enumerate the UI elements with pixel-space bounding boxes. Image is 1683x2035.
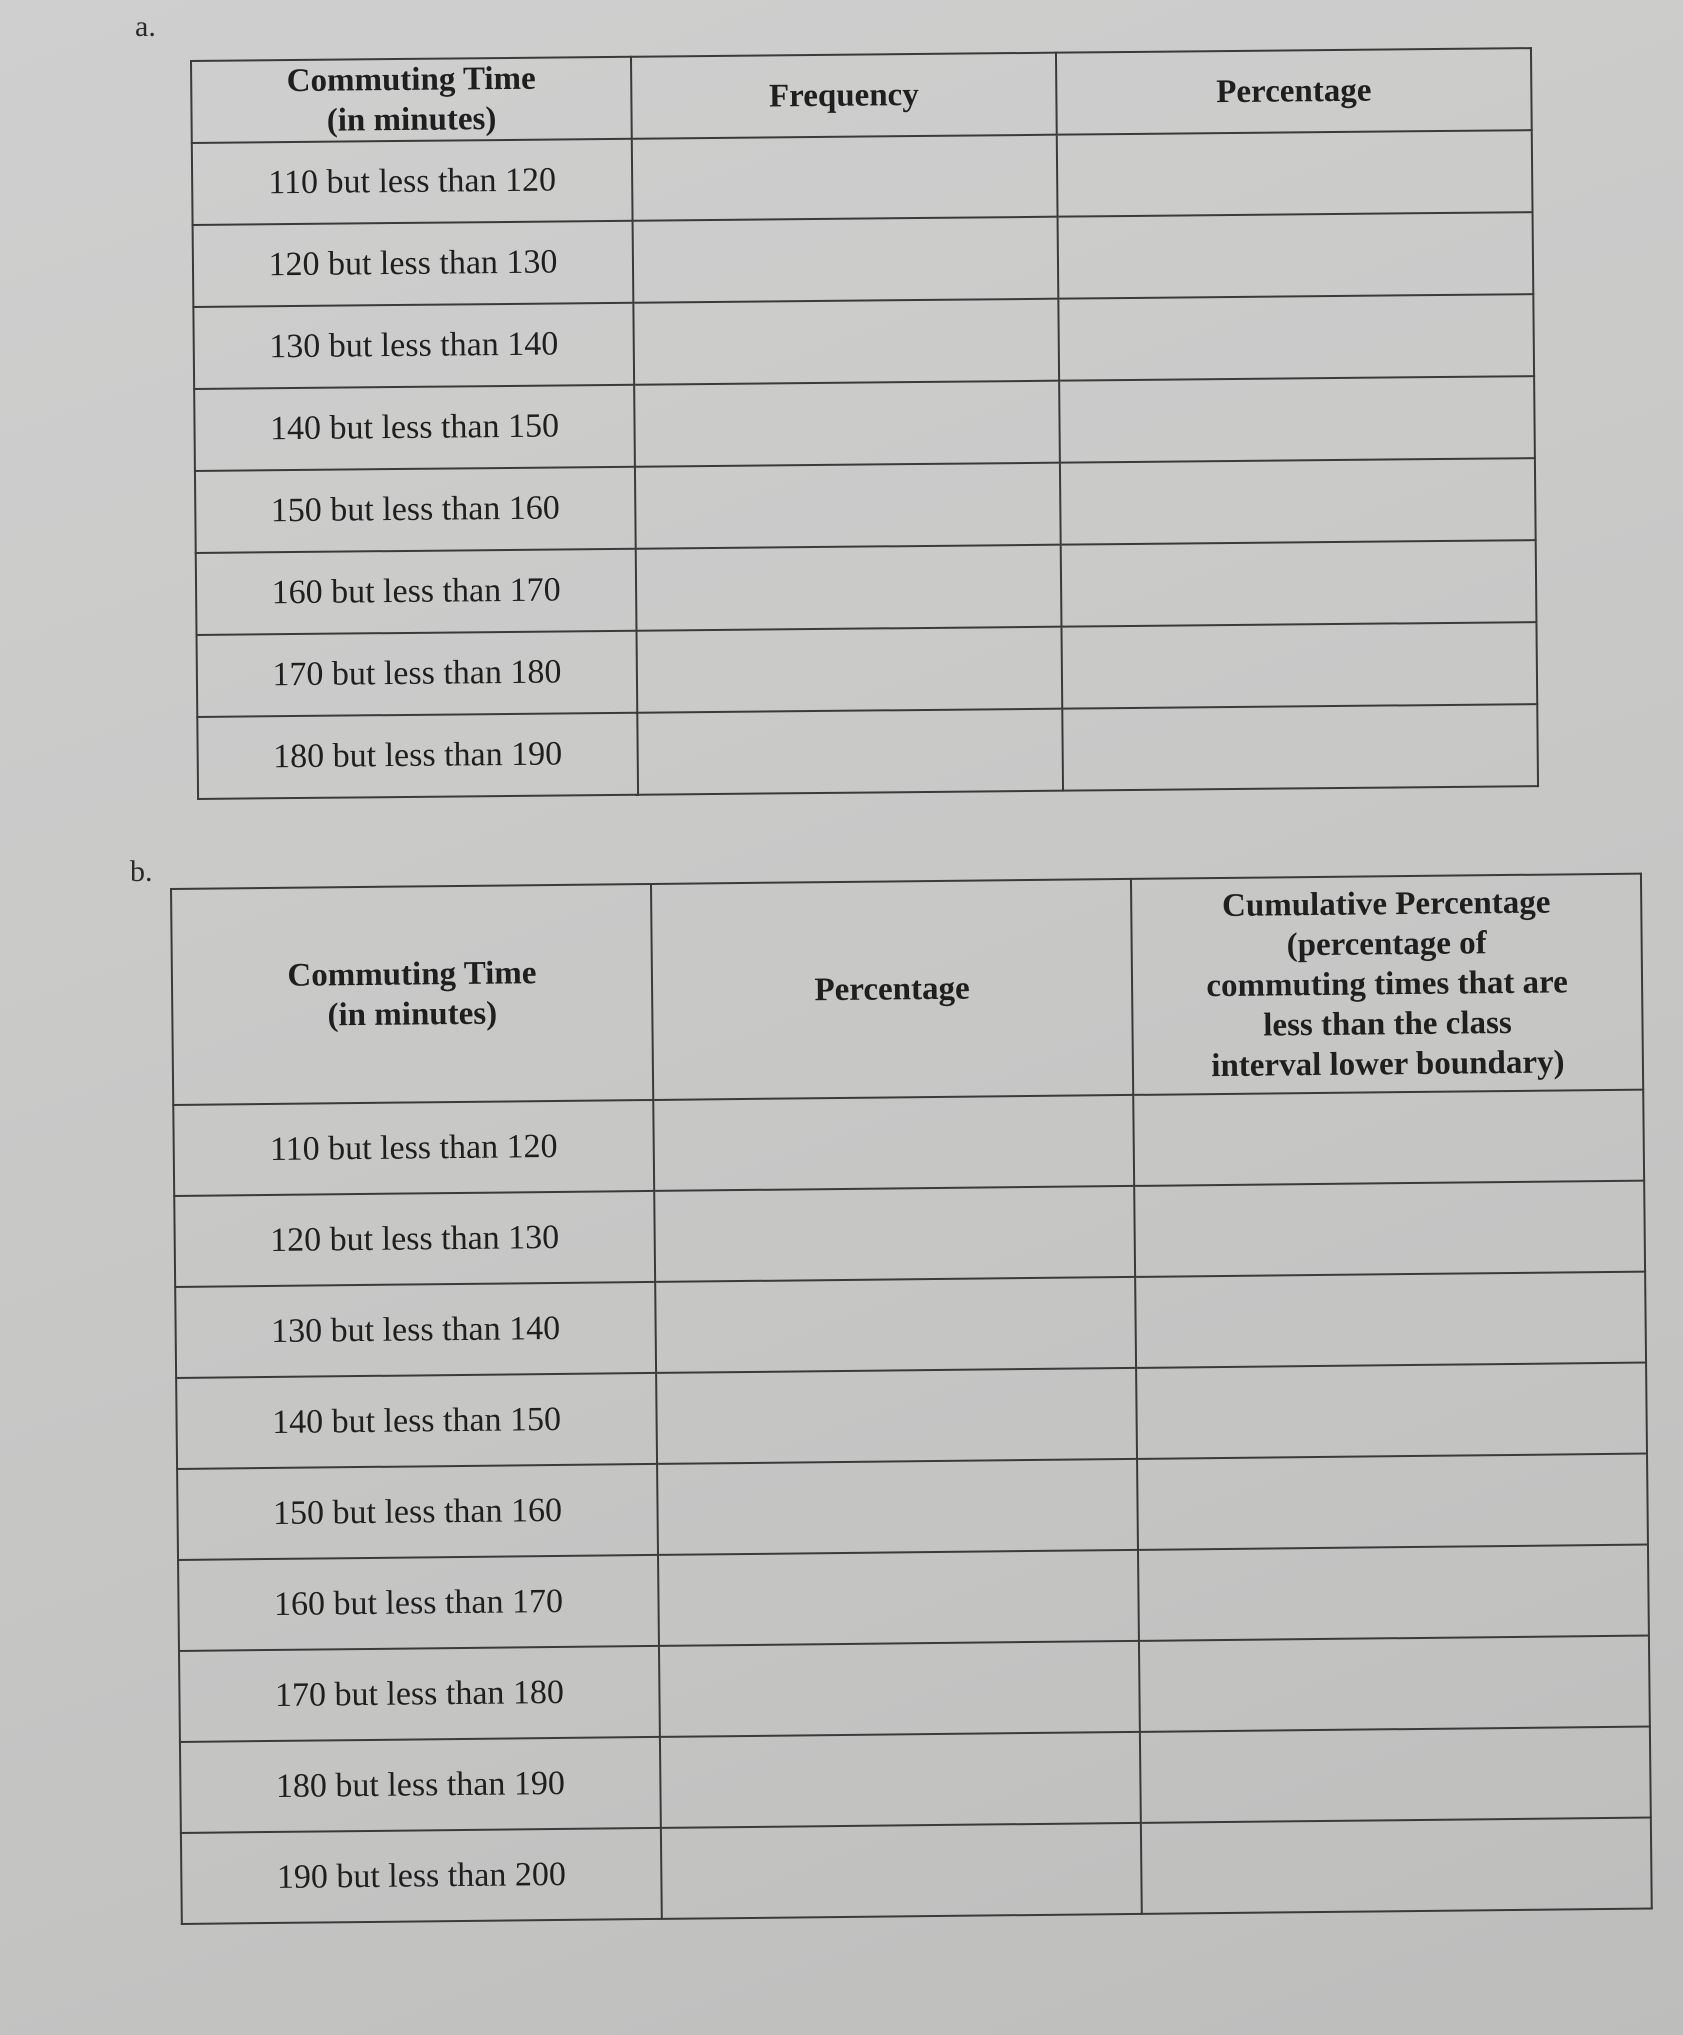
interval-cell: 110 but less than 120	[173, 1100, 654, 1196]
table-row	[193, 294, 1534, 389]
cumulative-percentage-cell[interactable]	[1140, 1727, 1651, 1823]
table-header-row	[191, 48, 1532, 143]
percentage-cell[interactable]	[1058, 294, 1534, 381]
table-row	[181, 1818, 1652, 1924]
table-row	[180, 1727, 1651, 1833]
table-row	[179, 1636, 1650, 1742]
part-a-label: a.	[135, 10, 156, 43]
percentage-cell[interactable]	[657, 1459, 1138, 1555]
percentage-cell[interactable]	[1059, 376, 1535, 463]
table-row	[177, 1454, 1648, 1560]
percentage-cell[interactable]	[1058, 212, 1534, 299]
cumulative-percentage-cell[interactable]	[1134, 1181, 1645, 1277]
interval-cell: 150 but less than 160	[195, 467, 636, 553]
interval-cell: 160 but less than 170	[178, 1555, 659, 1651]
percentage-cell[interactable]	[661, 1823, 1142, 1919]
percentage-cell[interactable]	[660, 1732, 1141, 1828]
cumulative-percentage-cell[interactable]	[1138, 1545, 1649, 1641]
percentage-cell[interactable]	[654, 1186, 1135, 1282]
table-row	[197, 622, 1538, 717]
header-commuting-time-line2: (in minutes)	[327, 995, 498, 1034]
table-row	[197, 704, 1538, 799]
interval-cell: 130 but less than 140	[193, 303, 634, 389]
header-commuting-time-line2: (in minutes)	[326, 101, 497, 139]
interval-cell: 120 but less than 130	[193, 221, 634, 307]
frequency-table	[190, 47, 1539, 800]
percentage-cell[interactable]	[659, 1641, 1140, 1737]
percentage-cell[interactable]	[658, 1550, 1139, 1646]
header-commuting-time	[171, 884, 653, 1105]
percentage-cell[interactable]	[1057, 130, 1533, 217]
header-percentage: Percentage	[651, 879, 1133, 1100]
table-row	[176, 1363, 1647, 1469]
frequency-cell[interactable]	[636, 545, 1062, 631]
table-header-row	[171, 874, 1643, 1105]
table-row	[194, 376, 1535, 471]
frequency-cell[interactable]	[635, 463, 1061, 549]
header-cumulative-line: less than the class	[1263, 1004, 1512, 1044]
header-cumulative-line: Cumulative Percentage	[1221, 884, 1551, 924]
percentage-cell[interactable]	[1061, 540, 1537, 627]
cumulative-percentage-cell[interactable]	[1137, 1454, 1648, 1550]
header-frequency: Frequency	[631, 53, 1057, 139]
percentage-cell[interactable]	[1061, 622, 1537, 709]
table-row	[178, 1545, 1649, 1651]
header-cumulative-percentage	[1131, 874, 1643, 1095]
interval-cell: 140 but less than 150	[176, 1373, 657, 1469]
interval-cell: 190 but less than 200	[181, 1828, 662, 1924]
header-percentage: Percentage	[1056, 48, 1532, 135]
interval-cell: 120 but less than 130	[174, 1191, 655, 1287]
header-cumulative-line: (percentage of	[1286, 925, 1487, 964]
percentage-cell[interactable]	[653, 1095, 1134, 1191]
cumulative-percentage-cell[interactable]	[1141, 1818, 1652, 1914]
interval-cell: 150 but less than 160	[177, 1464, 658, 1560]
header-commuting-time-line1: Commuting Time	[287, 955, 537, 994]
interval-cell: 160 but less than 170	[196, 549, 637, 635]
frequency-cell[interactable]	[632, 135, 1058, 221]
table-row	[195, 458, 1536, 553]
percentage-cell[interactable]	[1062, 704, 1538, 791]
header-cumulative-line: interval lower boundary)	[1211, 1044, 1565, 1085]
interval-cell: 170 but less than 180	[197, 631, 638, 717]
header-commuting-time-line1: Commuting Time	[286, 60, 536, 100]
cumulative-percentage-cell[interactable]	[1135, 1272, 1646, 1368]
percentage-cell[interactable]	[655, 1277, 1136, 1373]
frequency-cell[interactable]	[637, 709, 1063, 795]
frequency-cell[interactable]	[634, 381, 1060, 467]
header-commuting-time	[191, 57, 632, 143]
table-row	[196, 540, 1537, 635]
table-row	[175, 1272, 1646, 1378]
frequency-cell[interactable]	[633, 217, 1059, 303]
table-row	[174, 1181, 1645, 1287]
cumulative-percentage-cell[interactable]	[1139, 1636, 1650, 1732]
interval-cell: 130 but less than 140	[175, 1282, 656, 1378]
table-row	[193, 212, 1534, 307]
table-row	[192, 130, 1533, 225]
frequency-cell[interactable]	[636, 627, 1062, 713]
percentage-cell[interactable]	[656, 1368, 1137, 1464]
interval-cell: 110 but less than 120	[192, 139, 633, 225]
cumulative-percentage-cell[interactable]	[1133, 1090, 1644, 1186]
interval-cell: 180 but less than 190	[180, 1737, 661, 1833]
percentage-cell[interactable]	[1060, 458, 1536, 545]
cumulative-percentage-table	[170, 873, 1653, 1925]
interval-cell: 180 but less than 190	[197, 713, 638, 799]
table-row	[173, 1090, 1644, 1196]
interval-cell: 140 but less than 150	[194, 385, 635, 471]
interval-cell: 170 but less than 180	[179, 1646, 660, 1742]
frequency-cell[interactable]	[633, 299, 1059, 385]
cumulative-percentage-cell[interactable]	[1136, 1363, 1647, 1459]
header-cumulative-line: commuting times that are	[1206, 964, 1568, 1005]
part-b-label: b.	[130, 855, 153, 888]
